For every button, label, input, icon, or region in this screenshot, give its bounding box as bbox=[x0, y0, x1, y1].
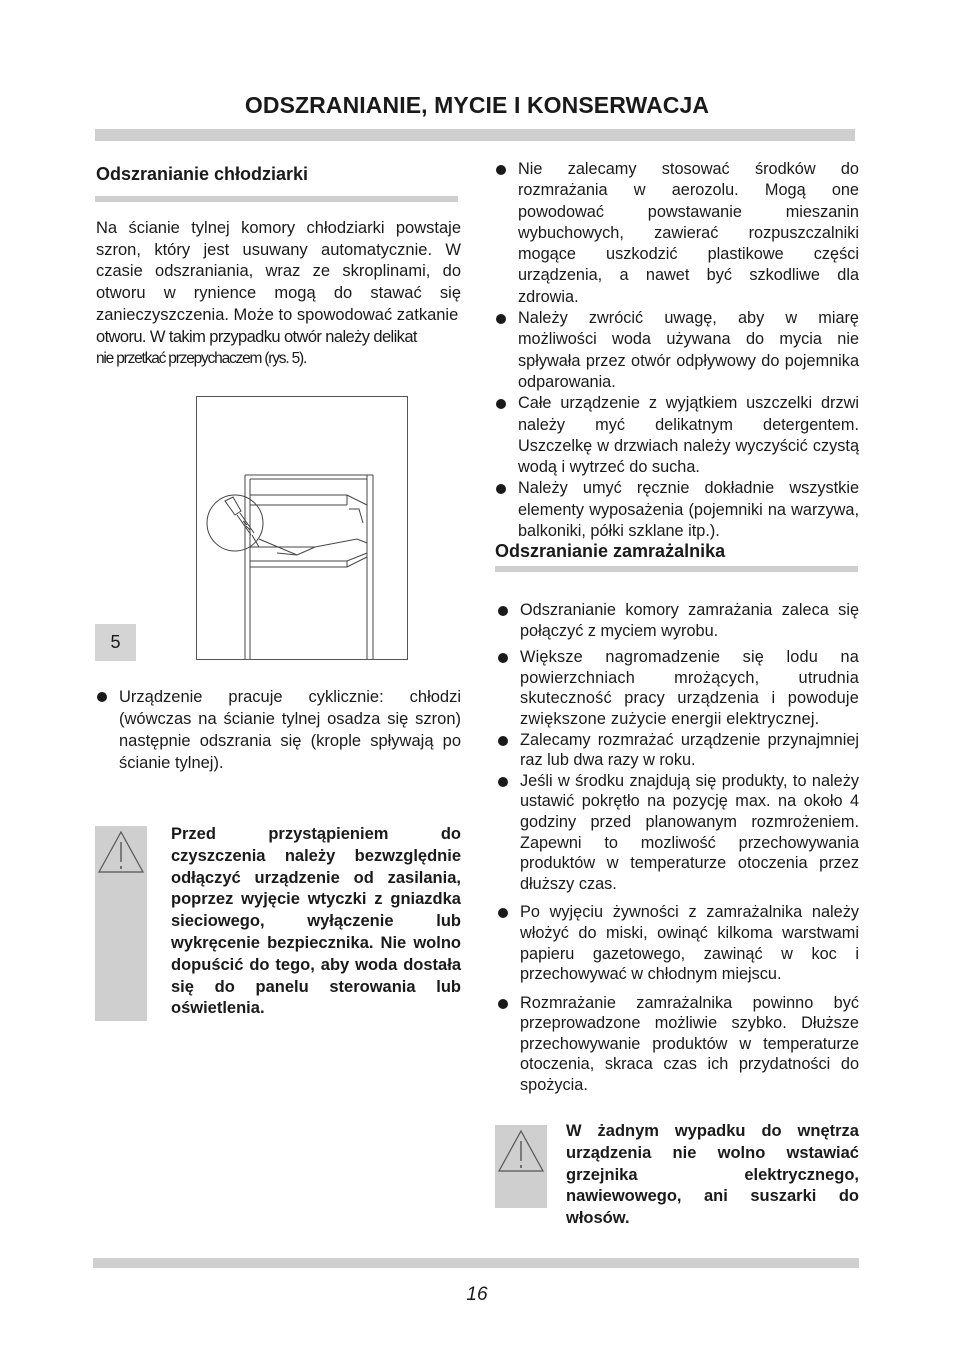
bullet-dot-icon bbox=[496, 399, 506, 409]
paragraph-line-2: otworu. W takim przypadku otwór należy delikat bbox=[96, 327, 417, 346]
title-rule bbox=[95, 129, 855, 141]
bullet-dot-icon bbox=[496, 314, 506, 324]
list-item: Należy umyć ręcznie dokładnie wszystkie elementy wyposażenia (pojemniki na warzywa, balkoniki, półki szklane itp.). bbox=[495, 478, 859, 542]
warning-bar-left bbox=[95, 826, 147, 1021]
warning-triangle-icon bbox=[495, 1127, 547, 1177]
page-number: 16 bbox=[466, 1284, 488, 1305]
footer-rule bbox=[93, 1258, 859, 1268]
heading-fridge-defrost: Odszranianie chłodziarki bbox=[96, 164, 309, 184]
figure-label: 5 bbox=[95, 624, 136, 661]
list-item: Jeśli w środku znajdują się produkty, to należy ustawić pokrętło na pozycję max. na około 4 godziny przed planowanym rozmrożeniem. Zapewni to mozliwość przechowywania produktów w temperaturze otoczenia przez dłuższy czas. bbox=[497, 771, 859, 895]
heading-freezer-defrost: Odszranianie zamrażalnika bbox=[495, 541, 726, 561]
paragraph-main-text: Na ścianie tylnej komory chłodziarki powstaje szron, który jest usuwany automatycznie. W czasie odszraniania, wraz ze skroplinami, do otworu w rynience mogą do stawać się zanieczyszczenia. Może to spowodować zatkanie bbox=[96, 219, 461, 324]
bullet-dot-icon bbox=[498, 653, 508, 663]
bullet-dot-icon bbox=[496, 484, 506, 494]
bullet-dot-icon bbox=[498, 999, 508, 1009]
list-item: Należy zwrócić uwagę, aby w miarę możliwości woda używana do mycia nie spływała przez otwór odpływowy do pojemnika odparowania. bbox=[495, 308, 859, 393]
heading-fridge-rule bbox=[95, 196, 458, 202]
list-item: Urządzenie pracuje cyklicznie: chłodzi (wówczas na ścianie tylnej osadza się szron) następnie odszrania się (krople spływają po ścianie tylnej). bbox=[96, 686, 461, 774]
list-item: Całe urządzenie z wyjątkiem uszczelki drzwi należy myć delikatnym detergentem. Uszczelkę w drzwiach należy wyczyścić czystą wodą i wytrzeć do sucha. bbox=[495, 393, 859, 478]
fridge-interior-drawing bbox=[197, 397, 407, 659]
warning-text-right: W żadnym wypadku do wnętrza urządzenia nie wolno wstawiać grzejnika elektrycznego, nawiewowego, ani suszarki do włosów. bbox=[566, 1122, 859, 1228]
warning-text-left: Przed przystąpieniem do czyszczenia należy bezwzględnie odłączyć urządzenie od zasilania, poprzez wyjęcie wtyczki z gniazdka sieciowego, wyłączenie lub wykręcenie bezpiecznika. Nie wolno dopuścić do tego, aby woda dostała się do panelu sterowania lub oświetlenia. bbox=[171, 825, 461, 1018]
list-item: Odszranianie komory zamrażania zaleca się połączyć z myciem wyrobu. bbox=[497, 600, 859, 641]
bullet-dot-icon bbox=[498, 736, 508, 746]
list-item: Po wyjęciu żywności z zamrażalnika należy włożyć do miski, owinąć kilkoma warstwami papieru gazetowego, zawinąć w koc i przechowywać w chłodnym miejscu. bbox=[497, 902, 859, 984]
figure-5-illustration bbox=[196, 396, 408, 660]
bullet-dot-icon bbox=[498, 777, 508, 787]
warning-bar-right bbox=[495, 1125, 547, 1208]
list-item: Większe nagromadzenie się lodu na powierzchniach mrożących, utrudnia skuteczność pracy urządzenia i powoduje zwiększone zużycie energii elektrycznej. bbox=[497, 647, 859, 729]
warning-triangle-icon bbox=[95, 828, 147, 878]
freezer-bullet-list bbox=[497, 600, 859, 1096]
bullet-dot-icon bbox=[498, 606, 508, 616]
list-item: Zalecamy rozmrażać urządzenie przynajmniej raz lub dwa razy w roku. bbox=[497, 730, 859, 771]
bullet-dot-icon bbox=[498, 908, 508, 918]
page-title: ODSZRANIANIE, MYCIE I KONSERWACJA bbox=[244, 92, 710, 118]
bullet-dot-icon bbox=[496, 165, 506, 175]
bullet-dot-icon bbox=[97, 692, 107, 702]
list-item: Nie zalecamy stosować środków do rozmrażania w aerozolu. Mogą one powodować powstawanie mieszanin wybuchowych, zawierać rozpuszczalniki mogące uszkodzić plastikowe części urządzenia, a nawet być szkodliwe dla zdrowia. bbox=[495, 159, 859, 308]
cleaning-bullet-list bbox=[495, 159, 859, 542]
list-item: Rozmrażanie zamrażalnika powinno być przeprowadzone możliwie szybko. Dłuższe przechowywanie produktów w temperaturze otoczenia, skraca czas ich przydatności do spożycia. bbox=[497, 993, 859, 1096]
fridge-bullet-list bbox=[96, 686, 461, 774]
fridge-defrost-paragraph bbox=[96, 218, 461, 370]
paragraph-line-3: nie przetkać przepychaczem (rys. 5). bbox=[96, 350, 307, 368]
heading-freezer-rule bbox=[495, 566, 858, 572]
